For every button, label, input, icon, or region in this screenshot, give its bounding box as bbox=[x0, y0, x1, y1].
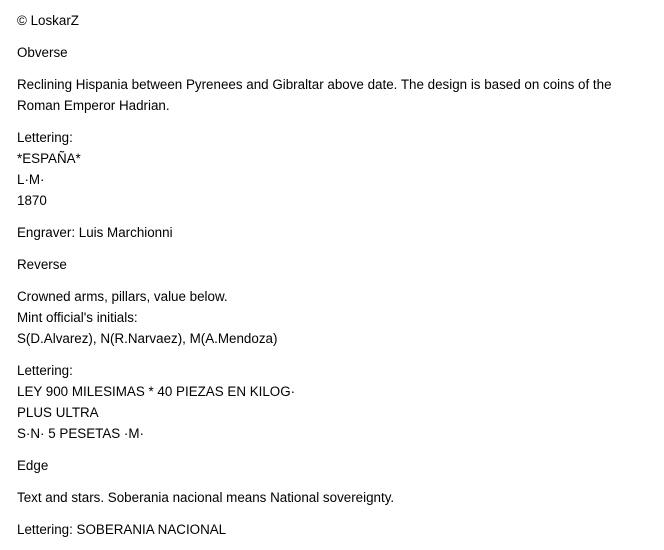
edge-description: Text and stars. Soberania nacional means National sovereignty. bbox=[17, 490, 395, 505]
reverse-lettering-block bbox=[17, 360, 656, 444]
reverse-lettering-line: S·N· 5 PESETAS ·M· bbox=[17, 426, 144, 441]
reverse-lettering-label: Lettering: bbox=[17, 363, 73, 378]
reverse-lettering-line: LEY 900 MILESIMAS * 40 PIEZAS EN KILOG· bbox=[17, 384, 296, 399]
reverse-heading: Reverse bbox=[17, 257, 67, 272]
reverse-description-block bbox=[17, 286, 656, 349]
obverse-lettering-block bbox=[17, 127, 656, 211]
reverse-lettering-line: PLUS ULTRA bbox=[17, 405, 99, 420]
reverse-description: Crowned arms, pillars, value below. bbox=[17, 289, 228, 304]
edge-lettering: Lettering: SOBERANIA NACIONAL bbox=[17, 522, 227, 537]
engraver-line: Engraver: Luis Marchionni bbox=[17, 225, 173, 240]
copyright-text: © LoskarZ bbox=[17, 13, 79, 28]
obverse-lettering-line: L·M· bbox=[17, 172, 45, 187]
obverse-description: Reclining Hispania between Pyrenees and Gibraltar above date. The design is based on coins of the Roman Emperor Hadrian. bbox=[17, 77, 612, 113]
obverse-heading: Obverse bbox=[17, 45, 68, 60]
obverse-lettering-line: 1870 bbox=[17, 193, 47, 208]
obverse-lettering-label: Lettering: bbox=[17, 130, 73, 145]
copyright-line bbox=[17, 10, 656, 31]
mint-initials: S(D.Alvarez), N(R.Narvaez), M(A.Mendoza) bbox=[17, 331, 278, 346]
mint-initials-label: Mint official's initials: bbox=[17, 310, 138, 325]
edge-heading: Edge bbox=[17, 458, 49, 473]
obverse-lettering-line: *ESPAÑA* bbox=[17, 151, 81, 166]
